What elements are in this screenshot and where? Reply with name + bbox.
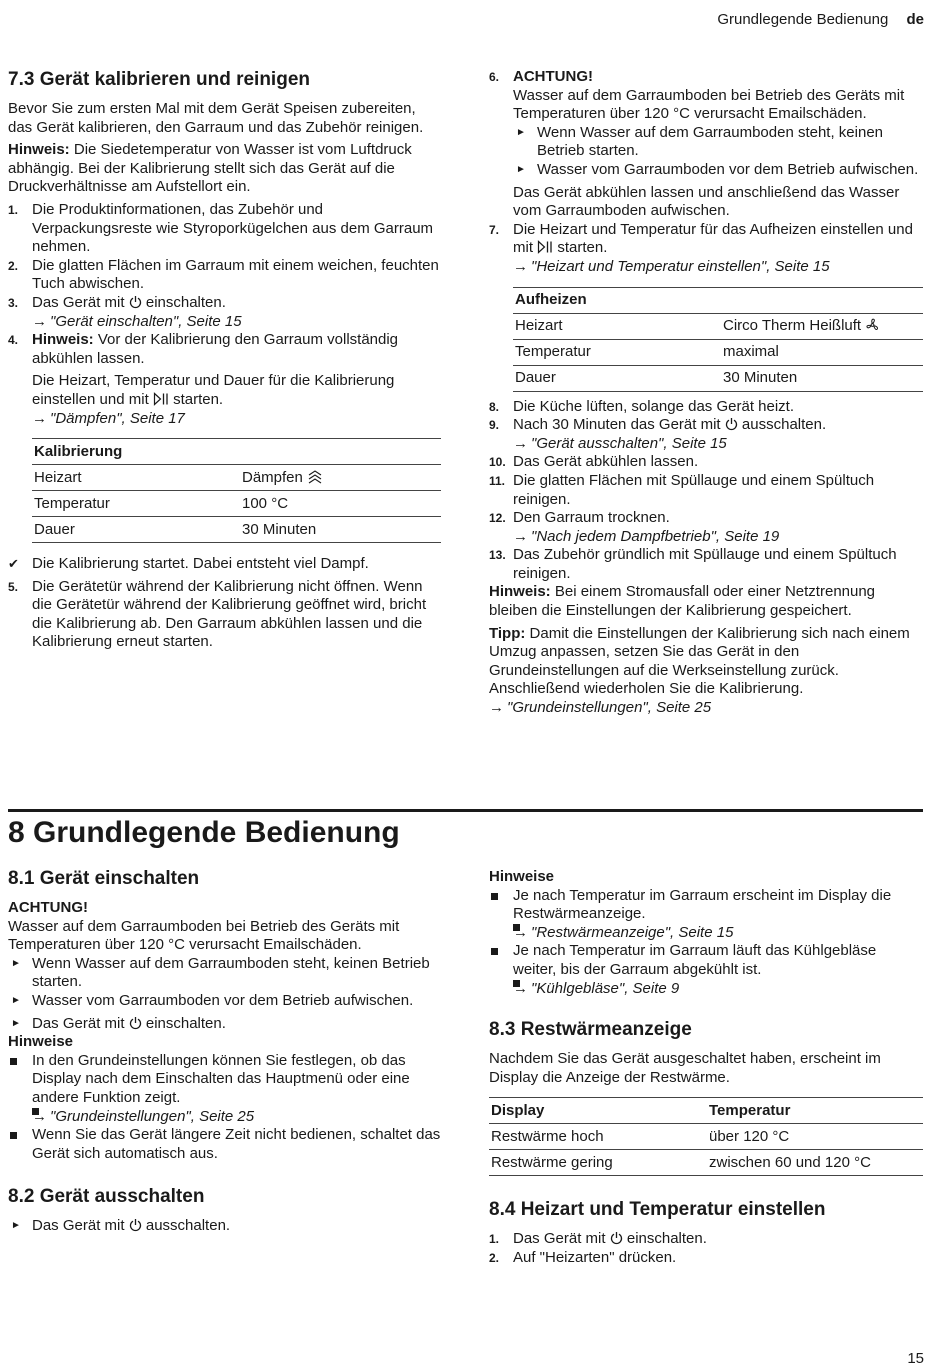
step-text: einschalten.	[141, 293, 226, 311]
step-text: Die Küche lüften, solange das Gerät heizt.	[513, 397, 795, 415]
reference-text[interactable]: "Dämpfen", Seite 17	[50, 409, 185, 427]
cell-text: Dämpfen	[242, 468, 303, 486]
step-text: Das Gerät mit	[513, 1230, 610, 1248]
item-text: In den Grundeinstellungen können Sie festlegen, ob das Display nach dem Einschalten das Hauptmenü oder eine andere Funktion zeigt.	[32, 1051, 410, 1106]
table-cell: Restwärme gering	[489, 1150, 707, 1176]
list-item	[489, 942, 923, 998]
note-text: Bei einem Stromausfall oder einer Netztrennung bleiben die Einstellungen der Kalibrierung gespeichert.	[489, 583, 876, 620]
item-text: einschalten.	[141, 1014, 226, 1032]
step-text: Die Produktinformationen, das Zubehör und Verpackungsreste wie Styroporkügelchen aus dem Garraum nehmen.	[32, 200, 434, 256]
section-8-right	[489, 868, 923, 1268]
cross-reference[interactable]: → "Gerät einschalten", Seite 15	[32, 312, 242, 330]
cell-text: Circo Therm Heißluft	[723, 317, 862, 335]
section-heading: 8.4 Heizart und Temperatur einstellen	[489, 1199, 826, 1221]
list-item	[8, 1052, 441, 1126]
action-item: ► Das Gerät mit einschalten.	[11, 1014, 226, 1032]
start-pause-icon	[537, 240, 553, 254]
intro-text: Nachdem Sie das Gerät ausgeschaltet haben, erscheint im Display die Anzeige der Restwärme.	[489, 1050, 881, 1086]
table-cell: Dauer	[32, 517, 240, 543]
table-cell: Dauer	[513, 365, 721, 391]
table-cell: 100 °C	[240, 491, 441, 517]
column-header: Temperatur	[707, 1098, 923, 1124]
notes-label: Hinweise	[8, 1033, 74, 1051]
cross-reference[interactable]: → "Restwärmeanzeige", Seite 15	[513, 923, 734, 941]
step-7: 7. Die Heizart und Temperatur für das Aufheizen einstellen und mit starten. → "Heizart und Temperatur einstellen", Seite 15	[489, 221, 923, 277]
step-text: Die glatten Flächen im Garraum mit einem weichen, feuchten Tuch abwischen.	[32, 256, 439, 293]
chapter-divider	[8, 809, 923, 812]
table-cell: Heizart	[32, 465, 240, 491]
reference-text[interactable]: "Gerät einschalten", Seite 15	[50, 312, 242, 330]
item-text: Wenn Sie das Gerät längere Zeit nicht bedienen, schaltet das Gerät sich automatisch aus.	[32, 1126, 441, 1162]
cross-reference[interactable]: → "Kühlgebläse", Seite 9	[513, 979, 680, 997]
step-sub	[32, 372, 441, 409]
power-icon	[610, 1231, 623, 1245]
step-text: Nach 30 Minuten das Gerät mit	[513, 416, 725, 434]
step-6: 6. ACHTUNG! Wasser auf dem Garraumboden bei Betrieb des Geräts mit Temperaturen über 120 °C verursacht Emailschäden. ► Wenn Wasser auf dem Garraumboden steht, keinen Betrieb starten. ► Wasser vom Garraumboden vor dem Betrieb aufwischen. Das Gerät abkühlen lassen und anschließend das Wasser vom Garraumboden aufwischen.	[489, 68, 923, 221]
list-item: ► Wenn Wasser auf dem Garraumboden steht, keinen Betrieb starten.	[11, 954, 430, 991]
residual-heat-table	[489, 1097, 923, 1176]
notes-label: Hinweise	[489, 868, 555, 885]
table-cell: maximal	[721, 339, 923, 365]
step-text: Die Heizart und Temperatur für das Aufheizen einstellen und mit	[513, 220, 913, 257]
reference-text[interactable]: "Heizart und Temperatur einstellen", Seite 15	[531, 257, 830, 275]
table-title: Aufheizen	[513, 287, 923, 313]
steam-icon	[307, 470, 323, 484]
reference-text[interactable]: "Restwärmeanzeige", Seite 15	[531, 923, 734, 941]
step-5: 5. Die Gerätetür während der Kalibrierung nicht öffnen. Wenn die Gerätetür während der Kalibrierung geöffnet wird, bricht die Kalibrierung ab. Den Garraum abkühlen lassen und die Kalibrierung erneut starten.	[8, 577, 427, 651]
note-label: Hinweis:	[8, 141, 70, 159]
cross-reference[interactable]: → "Grundeinstellungen", Seite 25	[489, 699, 712, 717]
result-line	[8, 555, 441, 574]
note-label: Hinweis:	[489, 583, 551, 601]
cross-reference[interactable]: → "Heizart und Temperatur einstellen", Seite 15	[513, 257, 830, 275]
item-text: Das Gerät mit	[32, 1014, 129, 1032]
step-text: Das Gerät abkühlen lassen und anschließend das Wasser vom Garraumboden aufwischen.	[513, 183, 900, 220]
check-icon: ✔	[8, 556, 19, 572]
table-cell: Temperatur	[513, 339, 721, 365]
power-icon	[129, 1218, 142, 1232]
item-text: Je nach Temperatur im Garraum läuft das Kühlgebläse weiter, bis der Garraum abgekühlt ist.	[513, 942, 877, 978]
table-row	[32, 491, 441, 517]
step-1: 1. Das Gerät mit einschalten.	[489, 1230, 707, 1248]
list-item: ► Wenn Wasser auf dem Garraumboden steht, keinen Betrieb starten.	[516, 123, 884, 160]
table-title: Kalibrierung	[32, 439, 441, 465]
warning-text: Wasser auf dem Garraumboden bei Betrieb des Geräts mit Temperaturen über 120 °C verursacht Emailschäden.	[8, 917, 400, 954]
step-text: Die glatten Flächen mit Spüllauge und einem Spültuch reinigen.	[513, 471, 875, 508]
reference-text[interactable]: "Grundeinstellungen", Seite 25	[50, 1107, 255, 1125]
table-row	[489, 1124, 923, 1150]
item-text: Wasser vom Garraumboden vor dem Betrieb aufwischen.	[537, 160, 919, 178]
table-row	[32, 465, 441, 491]
step-text: Die Gerätetür während der Kalibrierung nicht öffnen. Wenn die Gerätetür während der Kalibrierung geöffnet wird, bricht die Kalibrierung ab. Den Garraum abkühlen lassen und die Kalibrierung erneut starten.	[32, 577, 427, 651]
table-cell	[721, 313, 923, 339]
page-number: 15	[907, 1350, 924, 1367]
cross-reference[interactable]: → "Gerät ausschalten", Seite 15	[513, 434, 727, 452]
reference-text[interactable]: "Gerät ausschalten", Seite 15	[531, 434, 727, 452]
list-item: ► Wasser vom Garraumboden vor dem Betrieb aufwischen.	[516, 160, 919, 178]
preheat-table	[513, 287, 923, 392]
result-text: Die Kalibrierung startet. Dabei entsteht viel Dampf.	[32, 555, 369, 573]
item-text: Wasser vom Garraumboden vor dem Betrieb aufwischen.	[32, 991, 414, 1009]
running-header	[717, 11, 924, 30]
table-cell: 30 Minuten	[240, 517, 441, 543]
step-text: Das Zubehör gründlich mit Spüllauge und einem Spültuch reinigen.	[513, 546, 897, 582]
step-text: starten.	[553, 239, 608, 257]
header-lang: de	[906, 11, 924, 28]
step-4: 4. Hinweis: Vor der Kalibrierung den Garraum vollständig abkühlen lassen. Die Heizart, Temperatur und Dauer für die Kalibrierung einstellen und mit starten. → "Dämpfen", Seite 17	[8, 331, 441, 428]
step-10: 10. Das Gerät abkühlen lassen.	[489, 453, 699, 471]
reference-text[interactable]: "Grundeinstellungen", Seite 25	[507, 699, 712, 717]
table-cell: Heizart	[513, 313, 721, 339]
table-cell: 30 Minuten	[721, 365, 923, 391]
section-heading: 7.3 Gerät kalibrieren und reinigen	[8, 69, 310, 90]
intro-text: Bevor Sie zum ersten Mal mit dem Gerät Speisen zubereiten, das Gerät kalibrieren, den Garraum und das Zubehör reinigen.	[8, 100, 424, 136]
warning-text: Wasser auf dem Garraumboden bei Betrieb des Geräts mit Temperaturen über 120 °C verursacht Emailschäden.	[513, 86, 905, 123]
tip-text: Damit die Einstellungen der Kalibrierung sich nach einem Umzug anpassen, setzen Sie das Gerät in den Grundeinstellungen auf die Werkseinstellung zurück. Anschließend wiederholen Sie die Kalibrierung.	[489, 624, 910, 698]
section-7-3	[8, 68, 441, 652]
item-text: Wenn Wasser auf dem Garraumboden steht, keinen Betrieb starten.	[32, 954, 430, 991]
step-8: 8. Die Küche lüften, solange das Gerät heizt.	[489, 397, 795, 415]
table-row	[513, 339, 923, 365]
warning-label: ACHTUNG!	[513, 68, 593, 85]
item-text: Wenn Wasser auf dem Garraumboden steht, keinen Betrieb starten.	[537, 123, 884, 160]
step-3: 3. Das Gerät mit einschalten. → "Gerät einschalten", Seite 15	[8, 294, 441, 331]
column-header: Display	[489, 1098, 707, 1124]
power-icon	[129, 295, 142, 309]
step-text: Das Gerät abkühlen lassen.	[513, 453, 699, 471]
note-paragraph	[8, 141, 441, 197]
section-heading: 8.2 Gerät ausschalten	[8, 1186, 205, 1208]
step-text: Die Heizart, Temperatur und Dauer für die Kalibrierung einstellen und mit	[32, 372, 395, 408]
warning-label: ACHTUNG!	[8, 899, 88, 916]
table-cell: über 120 °C	[707, 1124, 923, 1150]
table-row	[32, 517, 441, 543]
list-item	[489, 887, 923, 943]
item-text: ausschalten.	[141, 1217, 231, 1235]
note-label: Hinweis:	[32, 331, 94, 349]
reference-text[interactable]: "Nach jedem Dampfbetrieb", Seite 19	[531, 527, 780, 545]
table-cell: Restwärme hoch	[489, 1124, 707, 1150]
calibration-table	[32, 438, 441, 543]
step-text: Auf "Heizarten" drücken.	[513, 1248, 677, 1266]
section-8-1	[8, 867, 441, 1236]
step-text: starten.	[168, 390, 224, 408]
step-text: Den Garraum trocknen.	[513, 509, 670, 527]
start-pause-icon	[153, 392, 169, 406]
step-text: Vor der Kalibrierung den Garraum vollständig abkühlen lassen.	[32, 331, 399, 367]
step-text: ausschalten.	[737, 416, 827, 434]
section-heading: 8.3 Restwärmeanzeige	[489, 1019, 692, 1041]
tip-paragraph	[489, 625, 923, 699]
item-text: Das Gerät mit	[32, 1217, 129, 1235]
power-icon	[725, 417, 738, 431]
step-11: 11. Die glatten Flächen mit Spüllauge und einem Spültuch reinigen.	[489, 471, 875, 508]
chapter-title: 8 Grundlegende Bedienung	[8, 816, 400, 849]
cross-reference[interactable]: → "Nach jedem Dampfbetrieb", Seite 19	[513, 527, 780, 545]
power-icon	[129, 1016, 142, 1030]
table-cell: Temperatur	[32, 491, 240, 517]
table-cell	[240, 465, 441, 491]
table-row	[513, 365, 923, 391]
step-text: Das Gerät mit	[32, 293, 129, 311]
section-heading: 8.1 Gerät einschalten	[8, 868, 200, 889]
step-text: einschalten.	[622, 1230, 707, 1248]
list-item	[8, 1126, 441, 1163]
table-cell: zwischen 60 und 120 °C	[707, 1150, 923, 1176]
header-title: Grundlegende Bedienung	[717, 11, 889, 28]
step-13: 13. Das Zubehör gründlich mit Spüllauge und einem Spültuch reinigen.	[489, 546, 897, 582]
step-12: 12. Den Garraum trocknen. → "Nach jedem Dampfbetrieb", Seite 19	[489, 509, 923, 546]
cross-reference[interactable]: → "Dämpfen", Seite 17	[32, 409, 185, 427]
note-paragraph	[489, 583, 923, 620]
step-1: 1. Die Produktinformationen, das Zubehör und Verpackungsreste wie Styroporkügelchen aus dem Garraum nehmen.	[8, 200, 434, 256]
action-item: ► Das Gerät mit ausschalten.	[11, 1217, 231, 1235]
list-item: ► Wasser vom Garraumboden vor dem Betrieb aufwischen.	[11, 991, 414, 1009]
step-2: 2. Die glatten Flächen im Garraum mit einem weichen, feuchten Tuch abwischen.	[8, 256, 439, 293]
step-2: 2. Auf "Heizarten" drücken.	[489, 1248, 677, 1266]
note-text: Die Siedetemperatur von Wasser ist vom Luftdruck abhängig. Bei der Kalibrierung stellt sich das Gerät auf die Druckverhältnisse am Aufstellort ein.	[8, 141, 412, 196]
reference-text[interactable]: "Kühlgebläse", Seite 9	[531, 979, 680, 997]
fan-icon	[865, 318, 880, 332]
item-text: Je nach Temperatur im Garraum erscheint im Display die Restwärmeanzeige.	[513, 886, 892, 923]
table-row	[489, 1150, 923, 1176]
step-9: 9. Nach 30 Minuten das Gerät mit ausschalten. → "Gerät ausschalten", Seite 15	[489, 416, 923, 453]
section-7-3-continued	[489, 68, 923, 718]
tip-label: Tipp:	[489, 624, 526, 642]
cross-reference[interactable]: → "Grundeinstellungen", Seite 25	[32, 1107, 255, 1125]
table-row	[513, 313, 923, 339]
